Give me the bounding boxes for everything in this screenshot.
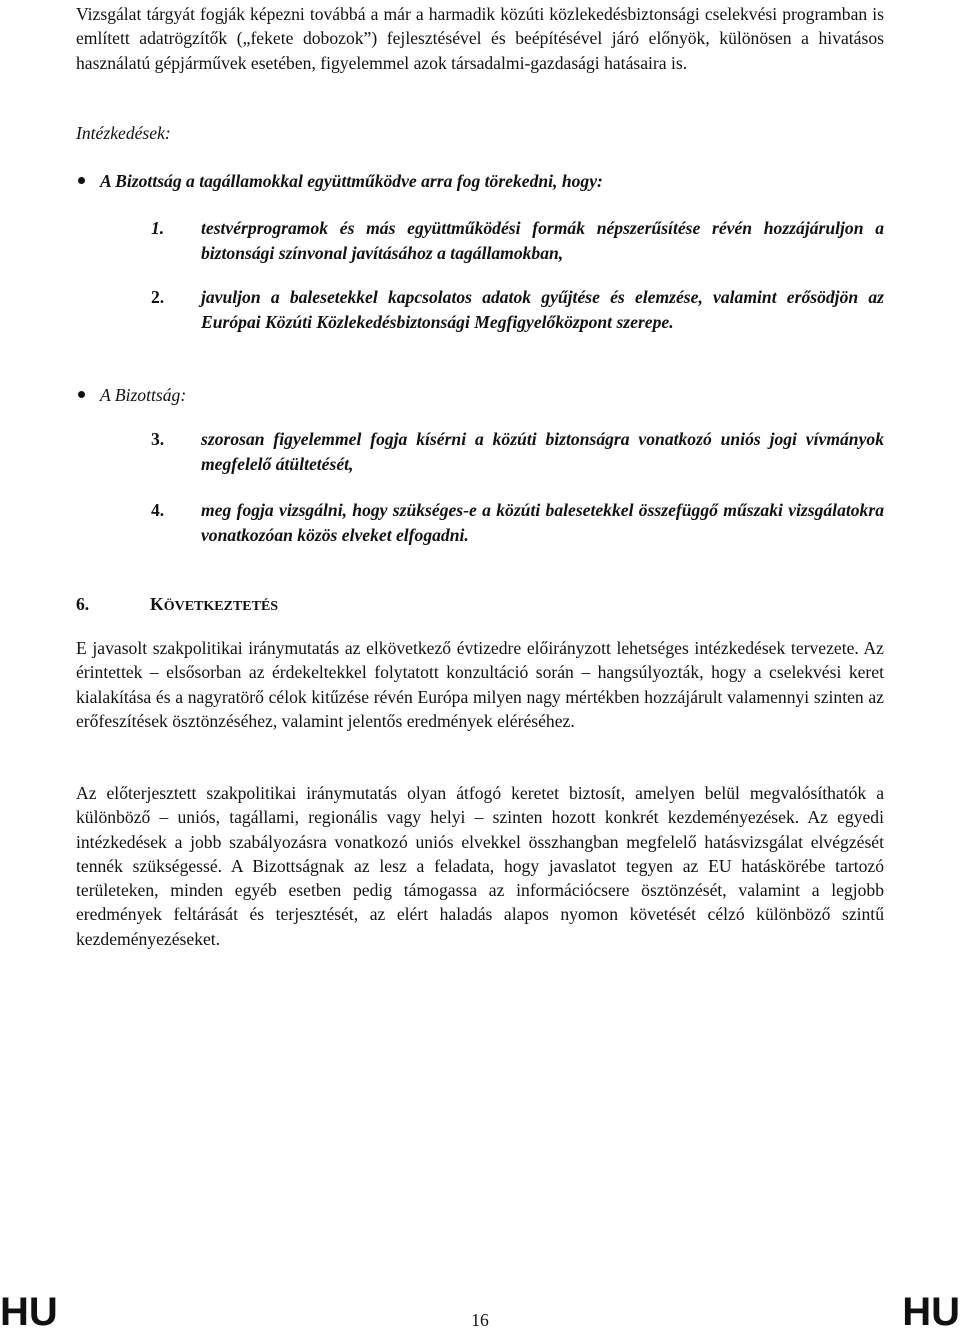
intro-paragraph: Vizsgálat tárgyát fogják képezni továbbá a már a harmadik közúti közlekedésbiztonsági cselekvési programban is említett adatrögzítők („fekete dobozok”) fejlesztésével és beépítésével járó előnyök, különösen a hivatásos használatú gépjárművek esetében, figyelemmel azok társadalmi-gazdasági hatásaira is. [76,4,884,73]
section-number: 6. [76,594,90,614]
item-text-3: szorosan figyelemmel fogja kísérni a közúti biztonságra vonatkozó uniós jogi vívmányok megfelelő átültetését, [201,429,884,474]
item-text-4: meg fogja vizsgálni, hogy szükséges-e a közúti balesetekkel összefüggő műszaki vizsgálatokra vonatkozóan közös elveket elfogadni. [201,500,884,545]
section-title [150,592,278,619]
bullet-member-states: A Bizottság a tagállamokkal együttműködve arra fog törekedni, hogy: [100,171,603,191]
bullet-icon [78,391,85,398]
bullet-icon [78,177,85,184]
item-text-1: testvérprogramok és más együttműködési formák népszerűsítése révén hozzájáruljon a biztonsági színvonal javításához a tagállamokban, [201,218,884,263]
footer-language-right: HU [902,1290,960,1334]
footer-language-left: HU [0,1290,58,1334]
bullet-commission: A Bizottság: [100,385,187,405]
item-number-1: 1. [151,218,165,238]
section-title-initial: K [150,594,164,614]
item-text-2: javuljon a balesetekkel kapcsolatos adatok gyűjtése és elemzése, valamint erősödjön az Európai Közúti Közlekedésbiztonsági Megfigyelőközpont szerepe. [201,287,884,332]
conclusion-paragraph-1: E javasolt szakpolitikai iránymutatás az elkövetkező évtizedre előirányzott lehetséges intézkedések tervezete. Az érintettek – elsősorban az érdekeltekkel folytatott konzultáció során – hangsúlyozták, hogy a cselekvési keret kialakítása és a nagyratörő célok kitűzése révén Európa milyen nagy mértékben hozzájárult valamennyi szinten az erőfeszítések ösztönzéséhez, valamint jelentős eredmények eléréséhez. [76,638,884,731]
page-number: 16 [471,1310,489,1330]
item-number-4: 4. [151,500,165,520]
section-title-rest: ÖVETKEZTETÉS [163,599,279,614]
measures-heading: Intézkedések: [76,123,171,143]
conclusion-paragraph-2: Az előterjesztett szakpolitikai iránymutatás olyan átfogó keretet biztosít, amelyen belül megvalósíthatók a különböző – uniós, tagállami, regionális vagy helyi – szinten hozott konkrét kezdeményezések. Az egyedi intézkedések a jobb szabályozásra vonatkozó uniós elvekkel összhangban megfelelő hatásvizsgálat elvégzését tennék szükségessé. A Bizottságnak az lesz a feladata, hogy javaslatot tegyen az EU hatáskörébe tartozó területeken, minden egyéb esetben pedig támogassa az információcsere ösztönzését, valamint a legjobb eredmények feltárását és terjesztését, az elért haladás alapos nyomon követését célzó különböző szintű kezdeményezéseket. [76,783,884,949]
item-number-3: 3. [151,429,165,449]
item-number-2: 2. [151,287,165,307]
